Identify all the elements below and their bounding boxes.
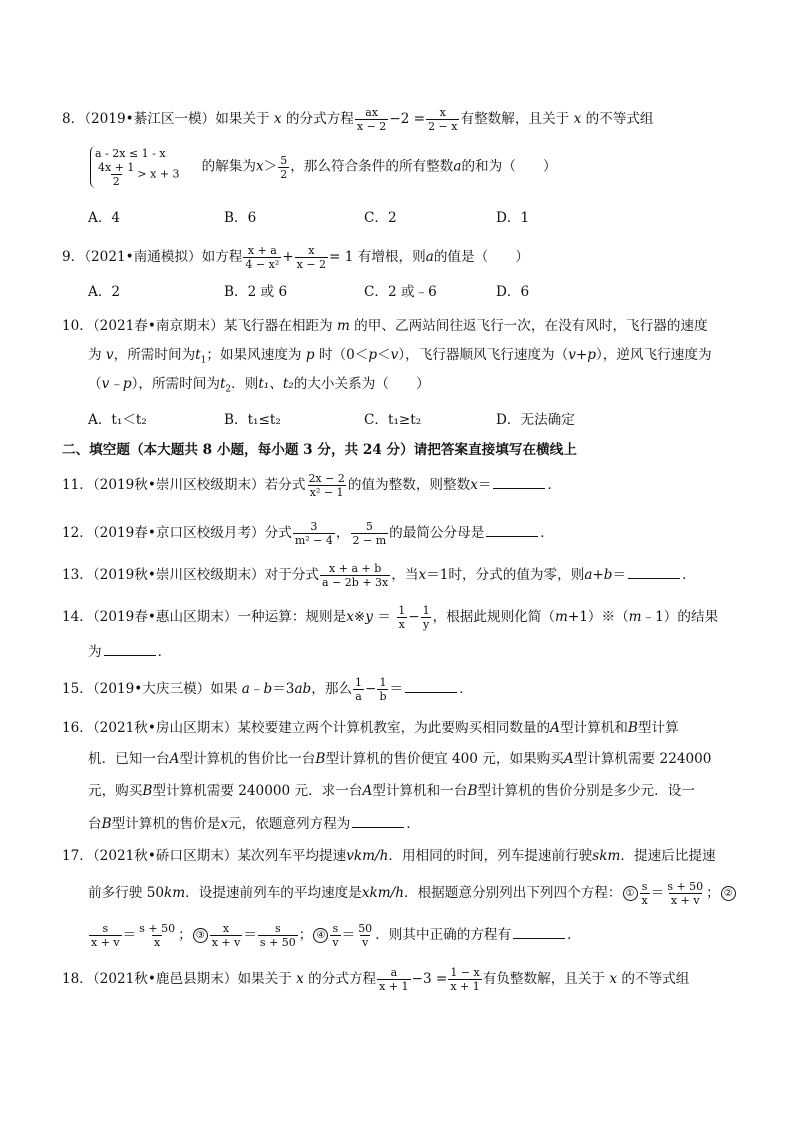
q17-line3: $\frac{s}{x + v}$ ＝ $\frac{s + 50}{x}$ ； ③ $\frac{x}{x + v}$ ＝ $\frac{s}{s + 50}$ ； ④ $\frac{s}{v}$ ＝ $\frac{50}{v}$ ．则其中正确的方程有 ． — [91, 922, 581, 949]
answer-blank[interactable] — [513, 924, 565, 939]
answer-blank[interactable] — [405, 678, 457, 693]
q10-line3: （v﹣p），所需时间为$t_2$．则t₁、t₂的大小关系为（ ） — [88, 376, 430, 395]
inequality-system: a - 2x ≤ 1 - x $\frac{4x + 1}{2}$ > x + 3 — [90, 146, 180, 188]
q14-line2: 为 ． — [88, 641, 744, 662]
q16-line1: 16．（2021秋•房山区期末）某校要建立两个计算机教室，为此要购买相同数量的A型计算机和B型计算 — [62, 720, 679, 736]
q15-line: 15．（2019•大庆三模）如果 a﹣b＝3ab，那么 $\frac{1}{a}$ − $\frac{1}{b}$ ＝ ． — [62, 676, 473, 703]
q17-line1: 17．（2021秋•硚口区期末）某次列车平均提速vkm/h．用相同的时间，列车提速前行驶skm．提速后比提速 — [62, 848, 716, 864]
option-b: B．6 — [224, 210, 257, 226]
answer-blank[interactable] — [493, 474, 545, 489]
q14-line1: 14．（2019春•惠山区期末）一种运算：规则是x※y ＝ $\frac{1}{x}$ − $\frac{1}{y}$ ，根据此规则化简（m+1）※（m﹣1）的结果 — [62, 604, 719, 631]
option-c: C．2 或﹣6 — [364, 284, 437, 300]
answer-blank[interactable] — [104, 641, 156, 656]
option-b: B．t₁≤t₂ — [224, 412, 281, 428]
option-d: D．无法确定 — [496, 412, 575, 428]
option-b: B．2 或 6 — [224, 284, 288, 300]
q17-line2: 前多行驶 50km．设提速前列车的平均速度是xkm/h．根据题意分别列出下列四个方程： ① $\frac{s}{x}$ ＝ $\frac{s + 50}{x + v}$ ； ② — [88, 880, 744, 907]
q18-line: 18．（2021秋•鹿邑县期末）如果关于 x 的分式方程 $\frac{a}{x + 1}$ −3 = $\frac{1 - x}{x + 1}$ 有负整数解，且关于 x 的不等式组 — [62, 966, 690, 993]
q8-line2: a - 2x ≤ 1 - x $\frac{4x + 1}{2}$ > x + 3 的解集为x＞ $\frac{5}{2}$ ，那么符合条件的所有整数a的和为（ ） — [90, 146, 744, 188]
option-d: D．1 — [496, 210, 530, 226]
section-heading: 二、填空题（本大题共 8 小题，每小题 3 分，共 24 分）请把答案直接填写在横线上 — [62, 442, 577, 458]
answer-blank[interactable] — [628, 564, 680, 579]
q8-line1: 8．（2019•綦江区一模）如果关于 x 的分式方程 $\frac{ax}{x - 2}$ −2 = $\frac{x}{2 - x}$ 有整数解，且关于 x 的不等式组 — [62, 106, 654, 133]
option-c: C．t₁≥t₂ — [364, 412, 422, 428]
option-c: C．2 — [364, 210, 397, 226]
option-d: D．6 — [496, 284, 530, 300]
q16-line4: 台B型计算机的售价是x元，依题意列方程为 ． — [88, 813, 744, 834]
q12-line: 12．（2019春•京口区校级月考）分式 $\frac{3}{\text{m² − 4}}$ ， $\frac{5}{2 - m}$ 的最简公分母是 ． — [62, 520, 554, 547]
q11-line: 11．（2019秋•崇川区校级期末）若分式 $\frac{2x - 2}{\text{x² − 1}}$ 的值为整数，则整数x＝ ． — [62, 472, 562, 499]
q16-line3: 元，购买B型计算机需要 240000 元．求一台A型计算机和一台B型计算机的售价分别是多少元．设一 — [88, 783, 695, 799]
q10-line2: 为 v，所需时间为$t_1$；如果风速度为 p 时（0＜p＜v），飞行器顺风飞行速度为（v+p），逆风飞行速度为 — [88, 347, 712, 366]
answer-blank[interactable] — [486, 522, 538, 537]
q9-line: 9．（2021•南通模拟）如方程 $\frac{x + a}{\text{4 − x²}}$ + $\frac{x}{x - 2}$ = 1 有增根，则a的值是（ ） — [62, 244, 529, 271]
q16-line2: 机．已知一台A型计算机的售价比一台B型计算机的售价便宜 400 元，如果购买A型计算机需要 224000 — [88, 751, 712, 767]
answer-blank[interactable] — [352, 813, 404, 828]
option-a: A．2 — [88, 284, 121, 300]
q13-line: 13．（2019秋•崇川区校级期末）对于分式 $\frac{x + a + b}{a - 2b + 3x}$ ，当x＝1时，分式的值为零，则a+b＝ ． — [62, 562, 696, 589]
option-a: A．4 — [88, 210, 121, 226]
option-a: A．t₁＜t₂ — [88, 412, 147, 428]
q10-line1: 10．（2021春•南京期末）某飞行器在相距为 m 的甲、乙两站间往返飞行一次，在没有风时，飞行器的速度 — [62, 318, 708, 334]
